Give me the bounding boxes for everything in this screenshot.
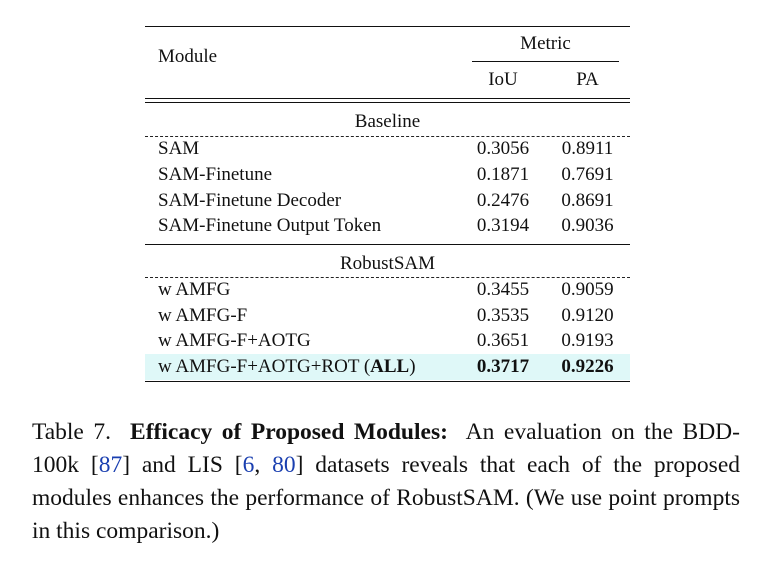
caption-text-1: An evaluation on the BDD-100k [ (32, 419, 740, 478)
caption-label: Table 7. (32, 419, 111, 445)
caption-text-3: , (254, 452, 273, 478)
table-row-iou: 0.3056 (476, 138, 530, 159)
header-double-rule-bottom (145, 102, 630, 103)
table-row-pa: 0.7691 (561, 164, 614, 185)
final-row-iou (473, 355, 533, 379)
table-row-module: SAM-Finetune Decoder (158, 190, 342, 211)
bottom-rule (145, 381, 630, 382)
final-row-iou-value: 0.3717 (476, 356, 530, 377)
table-row-module: SAM (158, 138, 200, 159)
final-row-module-suffix: ) (409, 356, 416, 377)
table-row-pa: 0.8911 (561, 138, 614, 159)
citation-link[interactable]: 87 (98, 452, 123, 478)
table-row-iou: 0.1871 (476, 164, 530, 185)
caption-title: Efficacy of Proposed Modules: (130, 419, 448, 445)
section-separator-rule (145, 244, 630, 245)
metric-underline (472, 61, 619, 62)
citation-link[interactable]: 6 (242, 452, 255, 478)
final-row-module (158, 355, 416, 379)
table-row-iou: 0.3651 (476, 330, 530, 351)
header-pa: PA (576, 69, 599, 90)
final-row-module-prefix: w AMFG-F+AOTG+ROT ( (158, 356, 371, 377)
table-row-module: w AMFG-F (158, 305, 248, 326)
final-row-module-bold: ALL (370, 356, 410, 377)
final-row-pa (555, 355, 620, 379)
table-row-module: SAM-Finetune (158, 164, 272, 185)
top-rule (145, 26, 630, 27)
table-row-iou: 0.3194 (476, 215, 530, 236)
final-row-pa-value: 0.9226 (561, 356, 614, 377)
header-module: Module (158, 46, 218, 67)
header-iou: IoU (488, 69, 518, 90)
table-row-pa: 0.9120 (561, 305, 614, 326)
header-double-rule-top (145, 98, 630, 99)
table-row-module: w AMFG-F+AOTG (158, 330, 311, 351)
table-row-iou: 0.3455 (476, 279, 530, 300)
header-metric: Metric (520, 33, 571, 54)
results-table (145, 24, 630, 384)
table-caption (32, 416, 740, 548)
table-row-iou: 0.2476 (476, 190, 530, 211)
citation-link[interactable]: 80 (272, 452, 296, 478)
caption-text-4: ] datasets reveals that each of the proposed modules enhances the performance of RobustSAM. (We use point prompts in this comparison.) (32, 452, 740, 544)
table-row-module: w AMFG (158, 279, 231, 300)
table-row-module: SAM-Finetune Output Token (158, 215, 382, 236)
section-title-robustsam: RobustSAM (339, 253, 436, 274)
table-row-pa: 0.8691 (561, 190, 614, 211)
table-row-pa: 0.9059 (561, 279, 614, 300)
table-row-iou: 0.3535 (476, 305, 530, 326)
table-row-pa: 0.9036 (561, 215, 614, 236)
caption-text-2: ] and LIS [ (122, 452, 243, 478)
section-title-baseline: Baseline (354, 111, 421, 132)
table-row-pa: 0.9193 (561, 330, 614, 351)
